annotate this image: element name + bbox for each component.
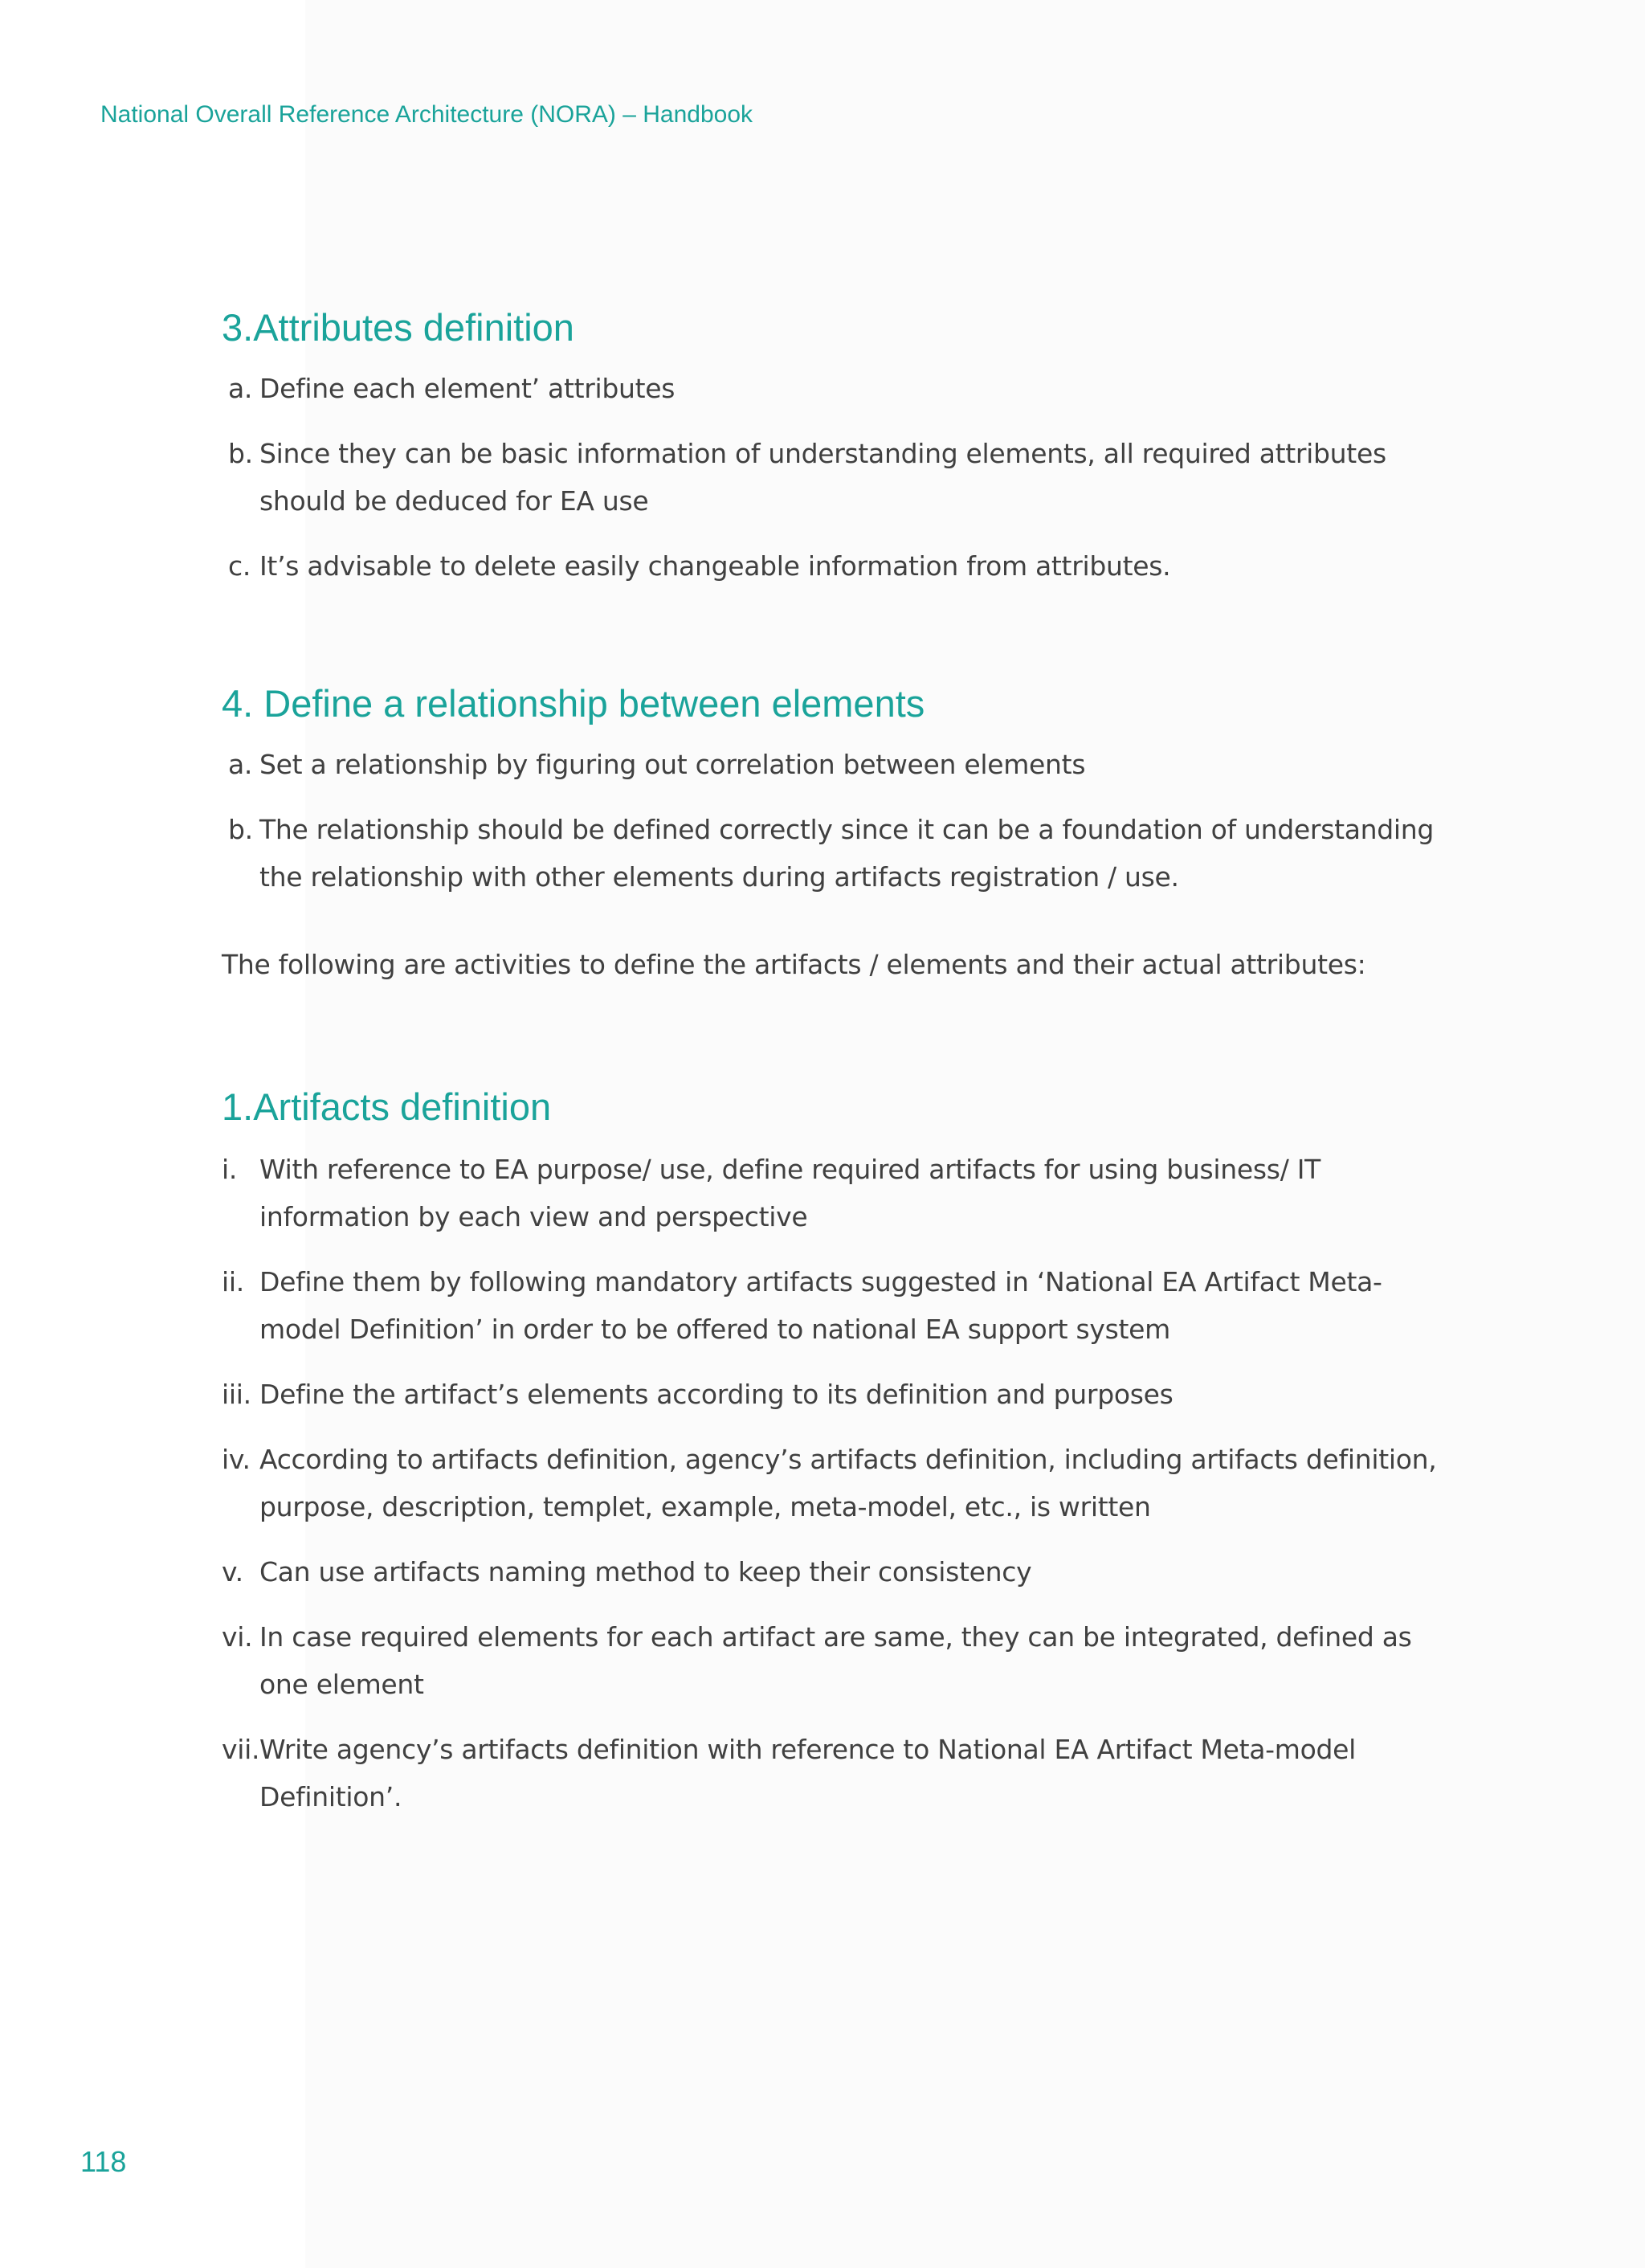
page-number: 118 (80, 2145, 127, 2178)
list-marker: iv. (222, 1444, 251, 1475)
list-item (222, 1726, 1459, 1821)
section-heading (222, 299, 1459, 357)
list-marker: i. (222, 1154, 238, 1185)
list-item (222, 1613, 1459, 1708)
section-artifacts-definition (222, 1078, 1459, 1821)
list-item (222, 1146, 1459, 1240)
list-marker: iii. (222, 1379, 251, 1410)
list-item (222, 1258, 1459, 1353)
list-item (222, 1548, 1459, 1596)
page-content (222, 299, 1459, 1838)
section-title: Attributes definition (253, 306, 574, 349)
section-title: Define a relationship between elements (263, 682, 925, 725)
list-marker: a. (228, 373, 253, 404)
list-item-text: Since they can be basic information of understanding elements, all required attributes should be deduced for EA use (259, 438, 1386, 517)
relationship-list (222, 741, 1459, 901)
list-item-text: In case required elements for each artifact are same, they can be integrated, defined as one element (259, 1621, 1412, 1700)
section-define-relationship (222, 675, 1459, 901)
list-item-text: The relationship should be defined correctly since it can be a foundation of understanding the relationship with other elements during artifacts registration / use. (259, 814, 1435, 893)
list-item-text: Define each element’ attributes (259, 373, 676, 404)
section-heading (222, 1078, 1459, 1136)
list-marker: vii. (222, 1734, 260, 1765)
list-marker: b. (228, 814, 253, 845)
section-heading (222, 675, 1459, 733)
section-number: 4. (222, 682, 254, 725)
list-item (222, 365, 1459, 412)
list-item-text: With reference to EA purpose/ use, define required artifacts for using business/ IT information by each view and perspective (259, 1154, 1320, 1232)
list-marker: ii. (222, 1266, 244, 1297)
intro-paragraph: The following are activities to define the artifacts / elements and their actual attributes: (222, 949, 1366, 980)
section-number: 1. (222, 1085, 254, 1128)
list-marker: b. (228, 438, 253, 469)
section-attributes-definition (222, 299, 1459, 590)
list-item (222, 542, 1459, 590)
list-item-text: According to artifacts definition, agency’s artifacts definition, including artifacts definition, purpose, description, templet, example, meta-model, etc., is written (259, 1444, 1437, 1522)
list-item (222, 430, 1459, 525)
list-marker: vi. (222, 1621, 253, 1653)
list-marker: c. (228, 550, 251, 582)
list-marker: v. (222, 1556, 243, 1588)
attributes-list (222, 365, 1459, 590)
list-item-text: It’s advisable to delete easily changeable information from attributes. (259, 550, 1171, 582)
list-item-text: Define them by following mandatory artifacts suggested in ‘National EA Artifact Meta-model Definition’ in order to be offered to national EA support system (259, 1266, 1382, 1345)
section-title: Artifacts definition (253, 1085, 552, 1128)
list-item-text: Write agency’s artifacts definition with reference to National EA Artifact Meta-model Definition’. (259, 1734, 1357, 1812)
list-item-text: Can use artifacts naming method to keep their consistency (259, 1556, 1032, 1588)
list-item (222, 806, 1459, 901)
section-number: 3. (222, 306, 254, 349)
list-item (222, 1371, 1459, 1418)
artifacts-list (222, 1146, 1459, 1821)
list-item (222, 741, 1459, 788)
list-item (222, 1436, 1459, 1530)
list-item-text: Define the artifact’s elements according to its definition and purposes (259, 1379, 1174, 1410)
list-item-text: Set a relationship by figuring out correlation between elements (259, 749, 1086, 780)
running-header: National Overall Reference Architecture (NORA) – Handbook (100, 101, 753, 128)
list-marker: a. (228, 749, 253, 780)
